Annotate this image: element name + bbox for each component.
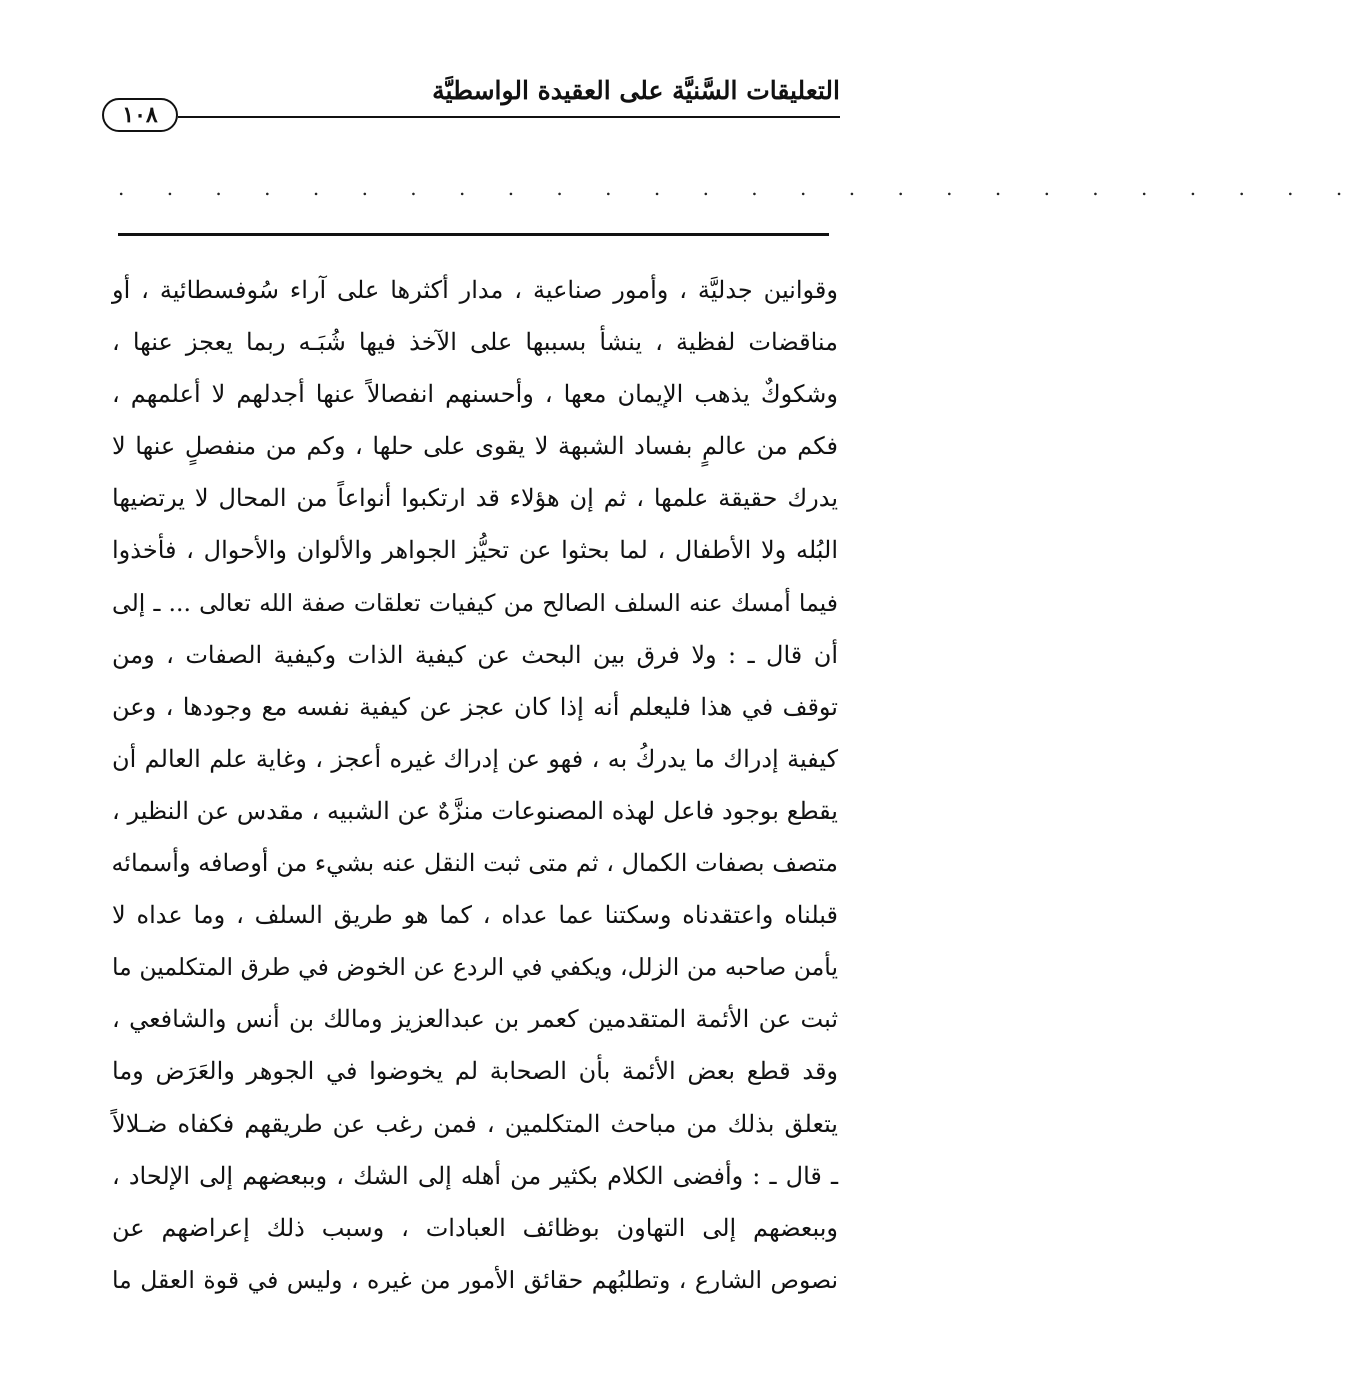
text-line: مناقضات لفظية ، ينشأ بسببها على الآخذ فيها شُبَـه ربما يعجز عنها ،	[112, 328, 838, 357]
text-line: نصوص الشارع ، وتطلبُهم حقائق الأمور من غيره ، وليس في قوة العقل ما	[112, 1265, 838, 1294]
text-line: أن قال ـ : ولا فرق بين البحث عن كيفية الذات وكيفية الصفات ، ومن	[112, 640, 838, 669]
text-line: متصف بصفات الكمال ، ثم متى ثبت النقل عنه بشيء من أوصافه وأسمائه	[111, 849, 838, 878]
page-header	[100, 70, 840, 140]
text-line: توقف في هذا فليعلم أنه إذا كان عجز عن كيفية نفسه مع وجودها ، وعن	[112, 692, 838, 721]
text-line: ـ قال ـ : وأفضى الكلام بكثير من أهله إلى الشك ، وببعضهم إلى الإلحاد ،	[112, 1161, 838, 1190]
text-line: قبلناه واعتقدناه وسكتنا عما عداه ، كما هو طريق السلف ، وما عداه لا	[112, 901, 838, 930]
header-rule	[178, 116, 840, 118]
text-line: فيما أمسك عنه السلف الصالح من كيفيات تعلقات صفة الله تعالى ... ـ إلى	[112, 588, 838, 617]
text-line: يدرك حقيقة علمها ، ثم إن هؤلاء قد ارتكبوا أنواعاً من المحال لا يرتضيها	[112, 484, 839, 513]
section-separator	[118, 233, 829, 236]
text-line: ثبت عن الأئمة المتقدمين كعمر بن عبدالعزيز ومالك بن أنس والشافعي ،	[112, 1005, 838, 1034]
body-text	[112, 264, 838, 1306]
text-line: يقطع بوجود فاعل لهذه المصنوعات منزَّهٌ عن الشبيه ، مقدس عن النظير ،	[112, 796, 838, 825]
text-line: وقد قطع بعض الأئمة بأن الصحابة لم يخوضوا في الجوهر والعَرَض وما	[112, 1057, 838, 1086]
text-line: كيفية إدراك ما يدركُ به ، فهو عن إدراك غيره أعجز ، وغاية علم العالم أن	[112, 744, 838, 773]
running-title: التعليقات السَّنيَّة على العقيدة الواسطيَّة	[432, 76, 840, 105]
text-line: وقوانين جدليَّة ، وأمور صناعية ، مدار أكثرها على آراء سُوفسطائية ، أو	[112, 276, 838, 304]
text-line: يتعلق بذلك من مباحث المتكلمين ، فمن رغب عن طريقهم فكفاه ضـلالاً	[112, 1109, 838, 1138]
page-number: ١٠٨	[102, 98, 178, 132]
text-line: البُله ولا الأطفال ، لما بحثوا عن تحيُّز الجواهر والألوان والأحوال ، فأخذوا	[112, 536, 838, 565]
text-line: وببعضهم إلى التهاون بوظائف العبادات ، وسبب ذلك إعراضهم عن	[112, 1213, 838, 1242]
text-line: فكم من عالمٍ بفساد الشبهة لا يقوى على حلها ، وكم من منفصلٍ عنها لا	[112, 432, 838, 461]
text-line: يأمن صاحبه من الزلل، ويكفي في الردع عن الخوض في طرق المتكلمين ما	[112, 953, 838, 982]
text-line: وشكوكٌ يذهب الإيمان معها ، وأحسنهم انفصالاً عنها أجدلهم لا أعلمهم ،	[112, 380, 838, 409]
omission-dots: . . . . . . . . . . . . . . . . . . . . . . . . . .	[118, 176, 1360, 200]
